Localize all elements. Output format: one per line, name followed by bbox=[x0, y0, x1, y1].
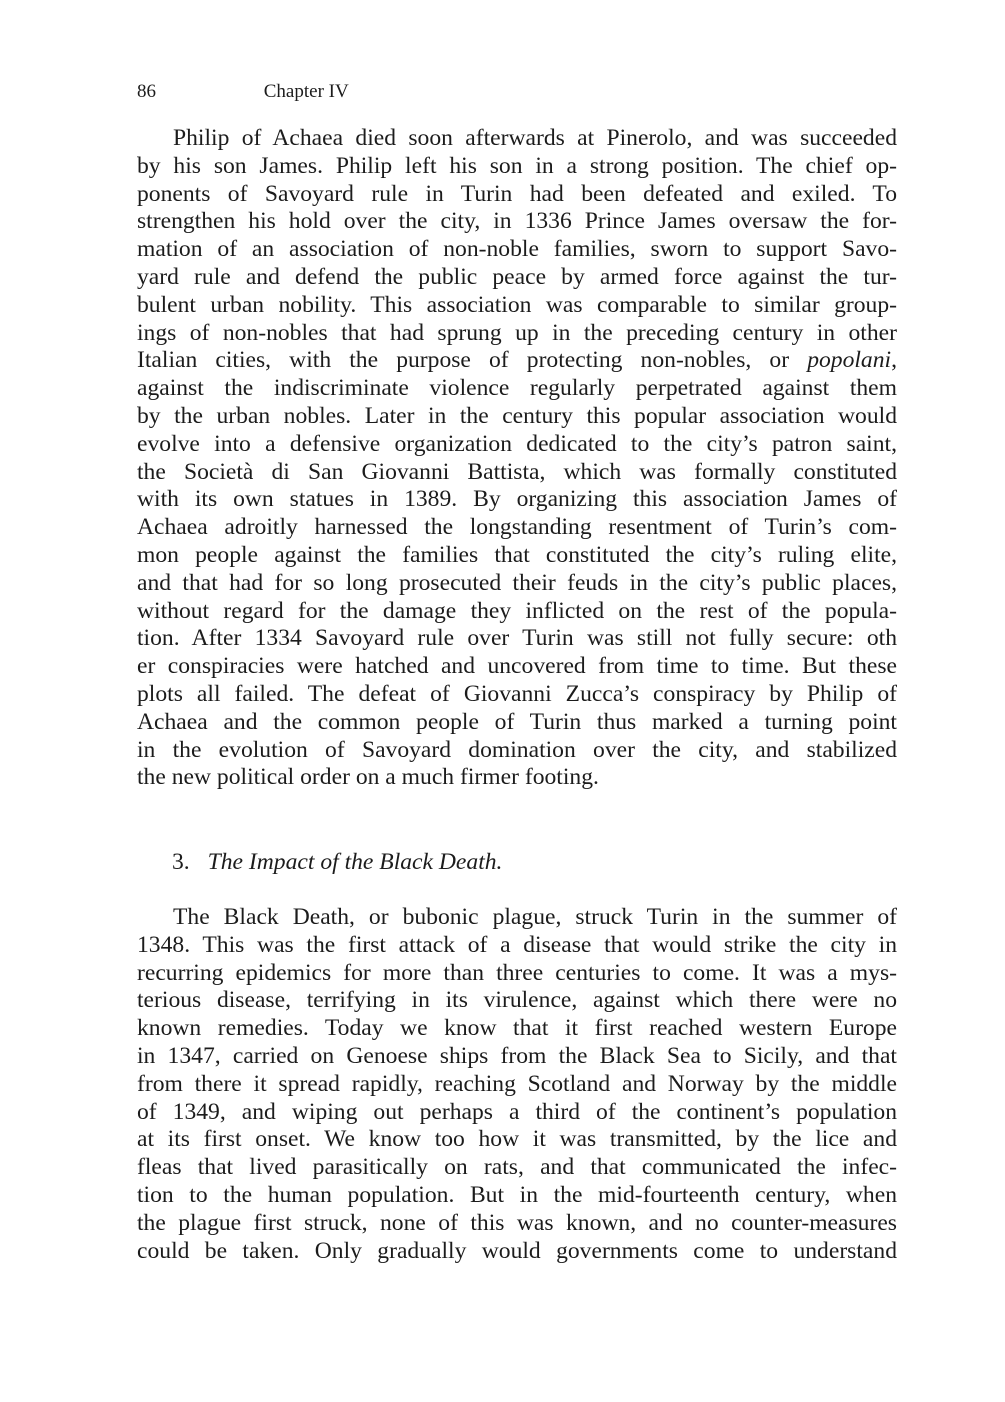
text-line: ponents of Savoyard rule in Turin had been defeated and exiled. To bbox=[137, 180, 897, 207]
text-line: could be taken. Only gradually would governments come to understand bbox=[137, 1237, 897, 1264]
text-line: known remedies. Today we know that it first reached western Europe bbox=[137, 1015, 897, 1042]
text-line: fleas that lived parasitically on rats, and that communicated the infec- bbox=[137, 1154, 897, 1181]
text-line: in 1347, carried on Genoese ships from the Black Sea to Sicily, and that bbox=[137, 1042, 897, 1069]
text-line: 1348. This was the first attack of a disease that would strike the city in bbox=[137, 931, 897, 958]
page-number: 86 bbox=[137, 81, 156, 102]
text-line: the new political order on a much firmer footing. bbox=[137, 764, 599, 791]
section-title: The Impact of the Black Death. bbox=[207, 849, 503, 875]
text-line: terious disease, terrifying in its virulence, against which there were no bbox=[137, 987, 897, 1014]
text-line: plots all failed. The defeat of Giovanni Zucca’s conspiracy by Philip of bbox=[137, 680, 897, 707]
text-line: the Società di San Giovanni Battista, which was formally constituted bbox=[137, 458, 897, 485]
running-head bbox=[137, 80, 349, 104]
text-line: Philip of Achaea died soon afterwards at Pinerolo, and was succeeded bbox=[173, 125, 897, 151]
text-line: mon people against the families that constituted the city’s ruling elite, bbox=[137, 541, 897, 568]
text-line: er conspiracies were hatched and uncovered from time to time. But these bbox=[137, 653, 897, 680]
text-line: ings of non-nobles that had sprung up in the preceding century in other bbox=[137, 319, 897, 346]
text-line: by his son James. Philip left his son in a strong position. The chief op- bbox=[137, 152, 897, 179]
text-line: tion to the human population. But in the mid-fourteenth century, when bbox=[137, 1181, 897, 1208]
paragraph-2 bbox=[137, 904, 897, 1265]
section-heading bbox=[172, 848, 502, 876]
text-line: of 1349, and wiping out perhaps a third of the continent’s population bbox=[137, 1098, 897, 1125]
text-segment: , bbox=[891, 347, 897, 374]
text-line: without regard for the damage they inflicted on the rest of the popula- bbox=[137, 597, 897, 624]
text-line: with its own statues in 1389. By organizing this association James of bbox=[137, 486, 897, 513]
text-line: strengthen his hold over the city, in 1336 Prince James oversaw the for- bbox=[137, 208, 897, 235]
chapter-title: Chapter IV bbox=[263, 81, 349, 102]
section-number: 3. bbox=[172, 849, 190, 875]
italic-term: popolani bbox=[807, 347, 892, 374]
text-line: The Black Death, or bubonic plague, struck Turin in the summer of bbox=[173, 904, 897, 930]
text-line: by the urban nobles. Later in the century this popular association would bbox=[137, 402, 897, 429]
text-line: tion. After 1334 Savoyard rule over Turin was still not fully secure: oth bbox=[137, 625, 897, 652]
text-line: at its first onset. We know too how it was transmitted, by the lice and bbox=[137, 1126, 897, 1153]
text-line: mation of an association of non-noble families, sworn to support Savo- bbox=[137, 236, 897, 263]
text-line-with-italic bbox=[137, 347, 897, 375]
text-line: Achaea and the common people of Turin thus marked a turning point bbox=[137, 708, 897, 735]
text-line: from there it spread rapidly, reaching Scotland and Norway by the middle bbox=[137, 1070, 897, 1097]
text-line: evolve into a defensive organization dedicated to the city’s patron saint, bbox=[137, 430, 897, 457]
text-segment: Italian cities, with the purpose of protecting non-nobles, or bbox=[137, 347, 808, 374]
text-line: bulent urban nobility. This association was comparable to similar group- bbox=[137, 291, 897, 318]
text-line: against the indiscriminate violence regularly perpetrated against them bbox=[137, 375, 897, 402]
text-line: and that had for so long prosecuted their feuds in the city’s public places, bbox=[137, 569, 897, 596]
text-line: yard rule and defend the public peace by armed force against the tur- bbox=[137, 263, 897, 290]
text-line: Achaea adroitly harnessed the longstanding resentment of Turin’s com- bbox=[137, 514, 897, 541]
text-line: in the evolution of Savoyard domination over the city, and stabilized bbox=[137, 736, 897, 763]
text-line: the plague first struck, none of this was known, and no counter-measures bbox=[137, 1209, 897, 1236]
paragraph-1 bbox=[137, 125, 897, 792]
text-line: recurring epidemics for more than three centuries to come. It was a mys- bbox=[137, 959, 897, 986]
